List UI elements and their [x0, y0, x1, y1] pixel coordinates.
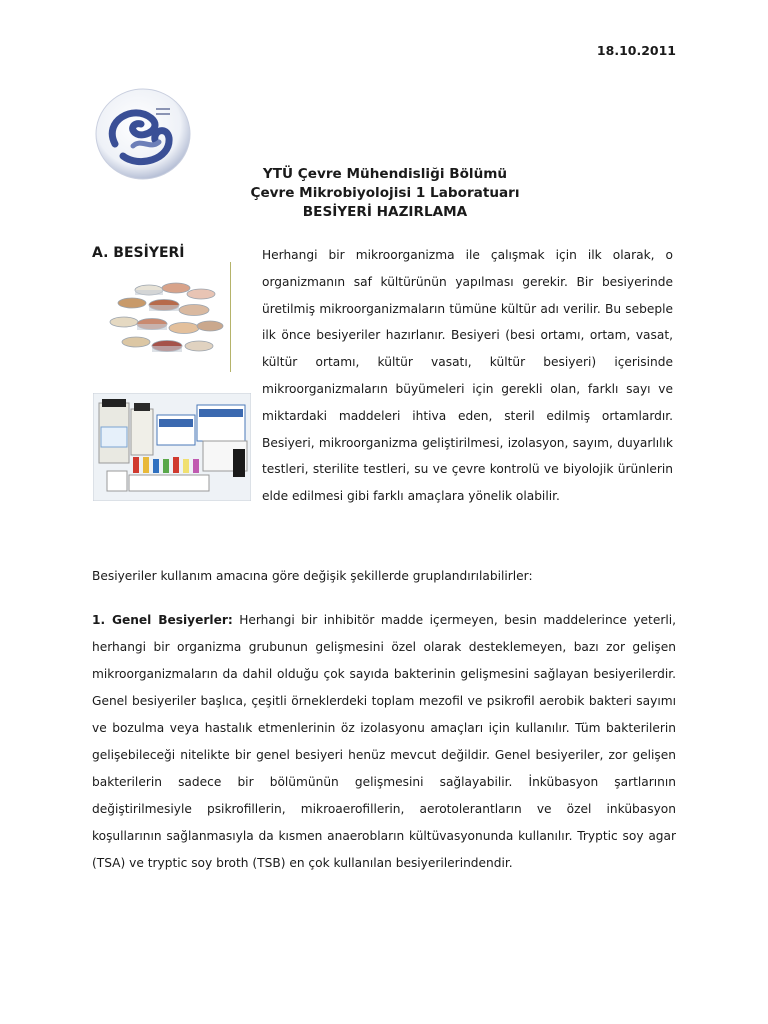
grouping-intro: Besiyeriler kullanım amacına göre değişik şekillerde gruplandırılabilirler: — [92, 569, 533, 583]
laboratory-title: Çevre Mikrobiyolojisi 1 Laboratuarı — [250, 185, 520, 201]
general-media-title: 1. Genel Besiyerler: — [92, 613, 233, 627]
document-header — [190, 165, 580, 222]
divider-line — [230, 262, 231, 372]
topic-title: BESİYERİ HAZIRLAMA — [302, 204, 468, 220]
petri-dishes-photo — [104, 270, 229, 370]
document-date: 18.10.2011 — [596, 43, 676, 58]
general-media-paragraph — [92, 607, 676, 877]
department-title: YTÜ Çevre Mühendisliği Bölümü — [262, 166, 508, 182]
general-media-text: Herhangi bir inhibitör madde içermeyen, besin maddelerince yeterli, herhangi bir organizma grubunun gelişmesini özel olarak desteklemeyen, bazı zor gelişen mikroorganizmaların da dahil olduğu çok sayıda bakterinin gelişmesini sağlayan besiyerilerdir. Genel besiyeriler başlıca, çeşitli örneklerdeki toplam mezofil ve psikrofil aerobik bakteri sayımı ve bozulma veya hastalık etmenlerinin öz izolasyonu amaçları için kullanılır. Tüm bakterilerin gelişebileceği nitelikte bir genel besiyeri henüz mevcut değildir. Genel besiyeriler, zor gelişen bakterilerin sadece bir bölümünün gelişmesini sağlayabilir. İnkübasyon şartlarının değiştirilmesiyle psikrofillerin, mikroaerofillerin, aerotolerantların ve özel inkübasyon koşullarının sağlanmasıyla da kısmen anaerobların kültüvasyonunda kullanılır. Tryptic soy agar (TSA) ve tryptic soy broth (TSB) en çok kullanılan besiyerilerindendir. — [92, 613, 676, 870]
section-heading: A. BESİYERİ — [92, 245, 185, 261]
university-logo — [93, 86, 193, 182]
media-products-photo — [93, 393, 251, 501]
besiyeri-paragraph: Herhangi bir mikroorganizma ile çalışmak için ilk olarak, o organizmanın saf kültürünün yapılması gerekir. Bir besiyerinde üretilmiş mikroorganizmaların tümüne kültür adı verilir. Bu sebeple ilk önce besiyeriler hazırlanır. Besiyeri (besi ortamı, ortam, vasat, kültür ortamı, kültür vasatı, kültür besiyeri) içerisinde mikroorganizmaların büyümeleri için gerekli olan, farklı sayı ve miktardaki maddeleri ihtiva eden, steril edilmiş ortamlardır. Besiyeri, mikroorganizma geliştirilmesi, izolasyon, sayım, duyarlılık testleri, sterilite testleri, su ve çevre kontrolü ve biyolojik ürünlerin elde edilmesi gibi farklı amaçlara yönelik olabilir. — [262, 248, 673, 504]
